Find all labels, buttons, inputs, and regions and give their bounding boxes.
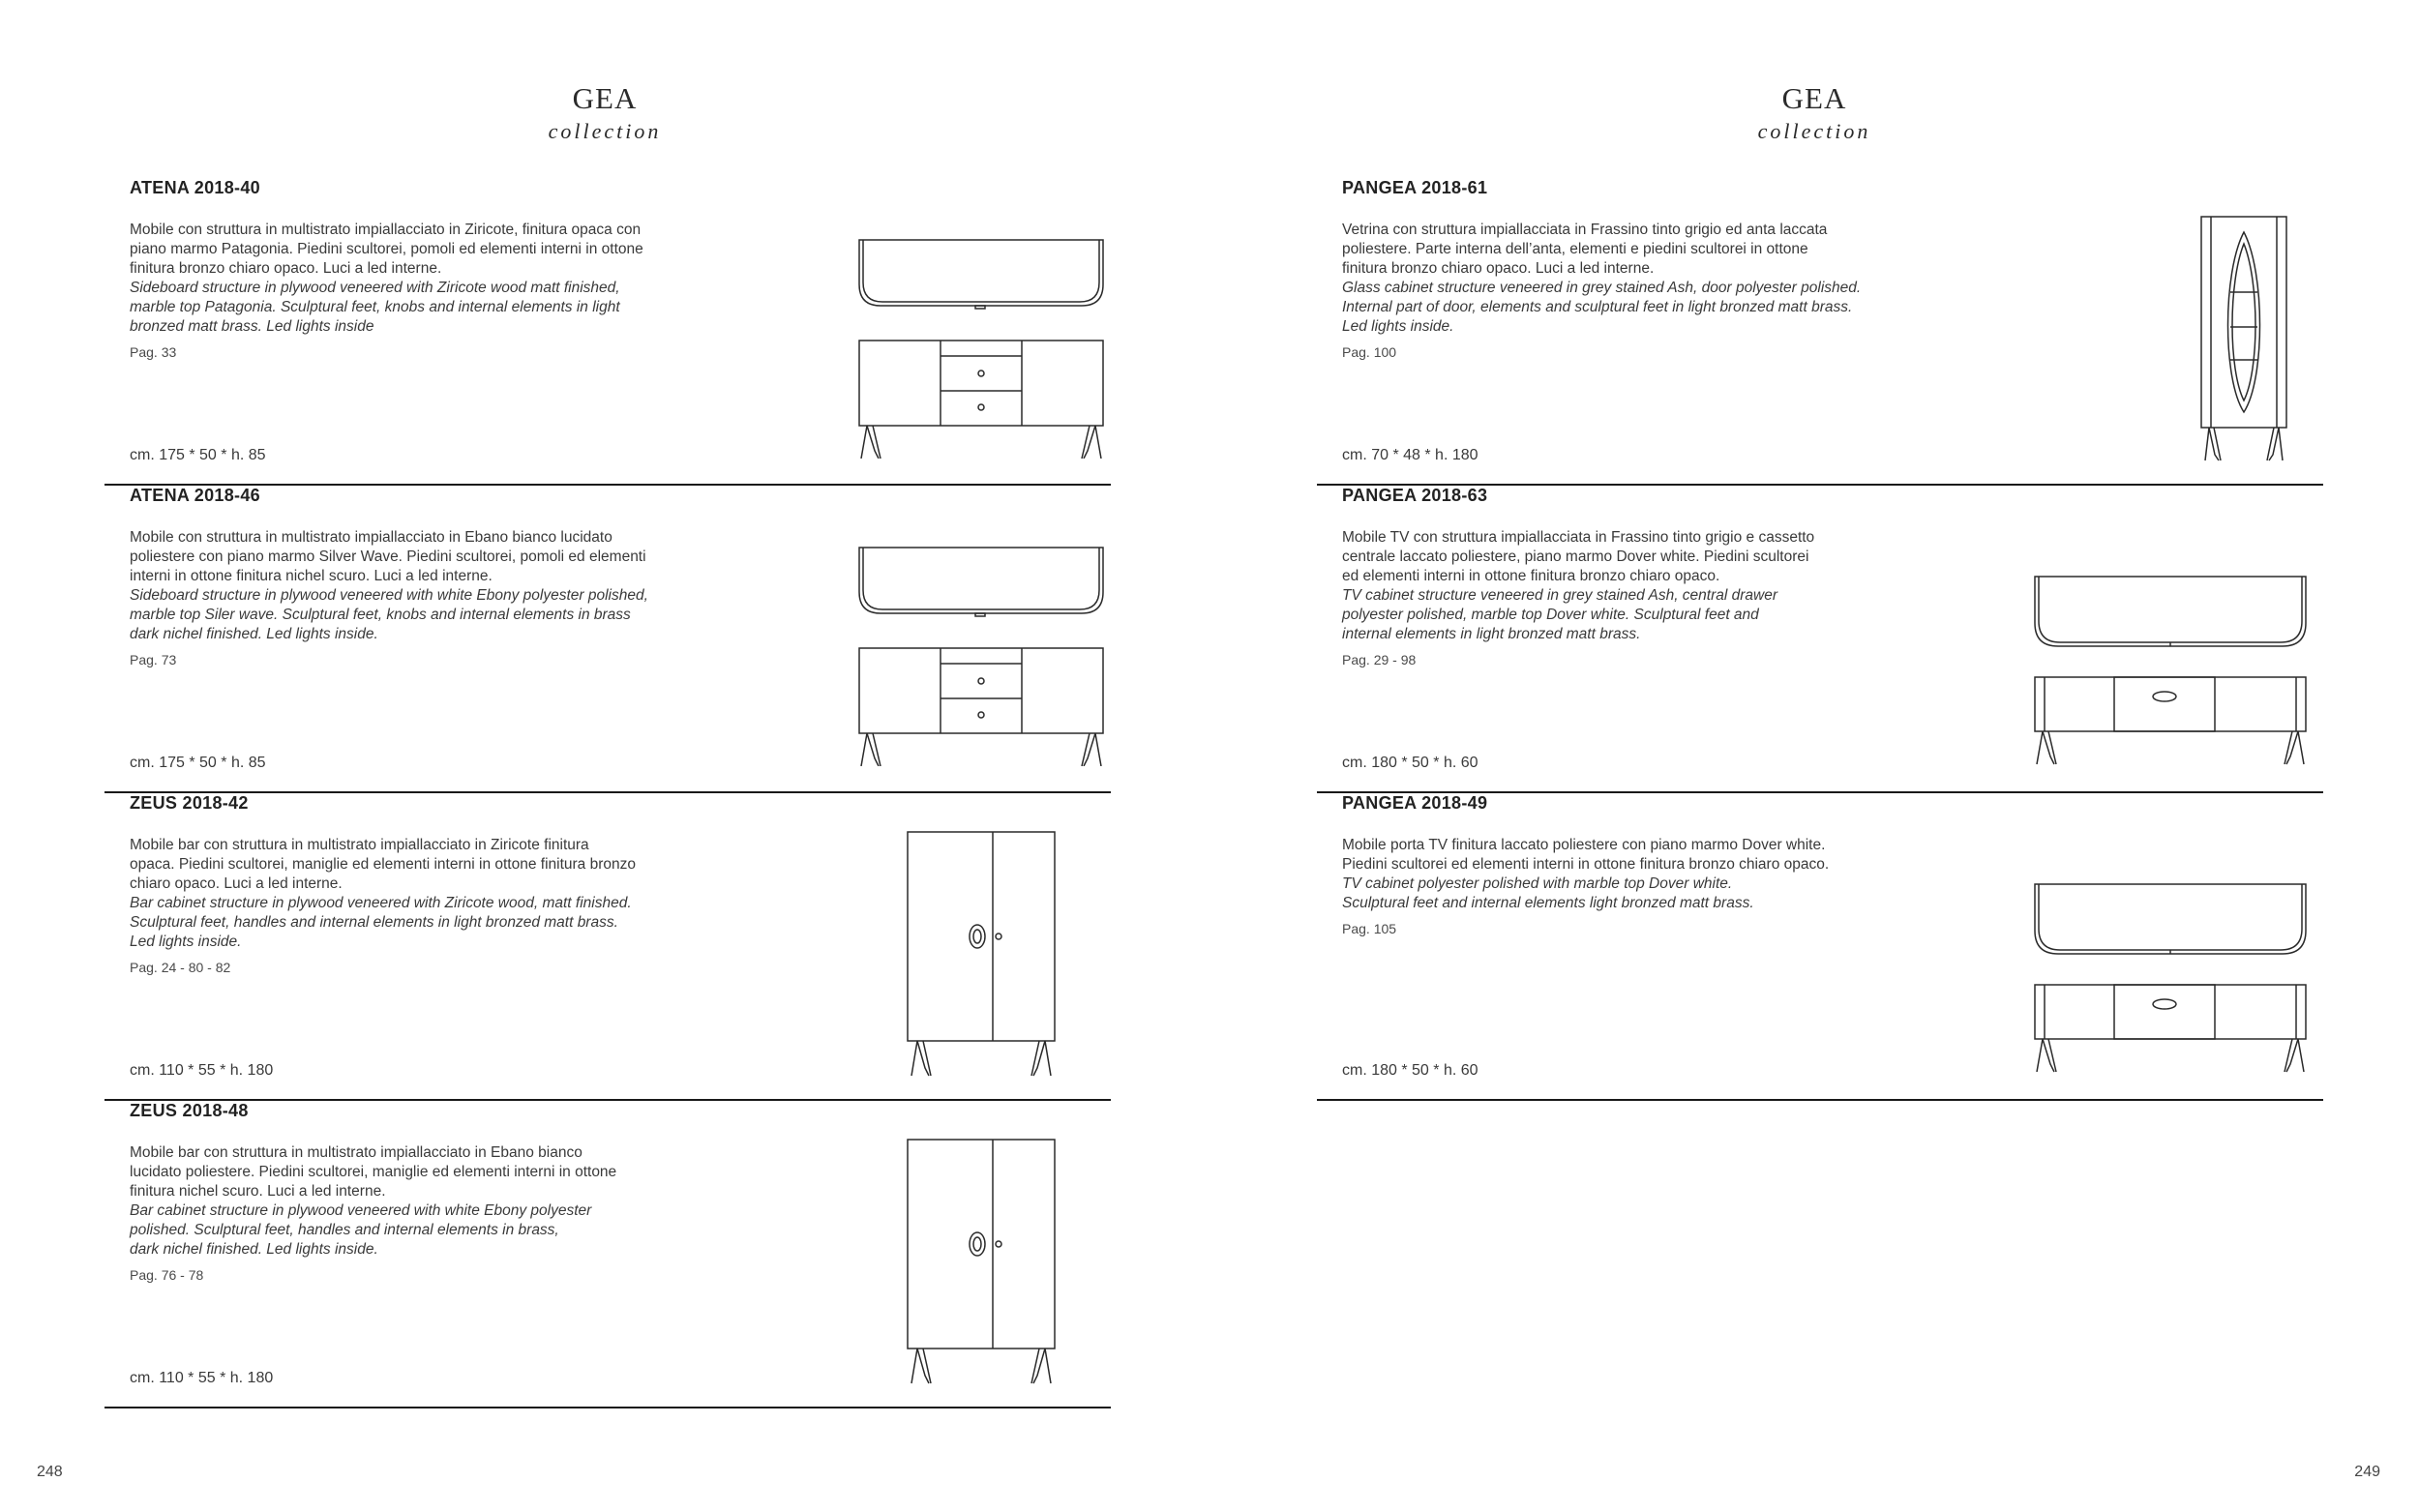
description-en-line: Led lights inside. bbox=[130, 934, 242, 950]
description-it-line: poliestere con piano marmo Silver Wave. Piedini scultorei, pomoli ed elementi bbox=[130, 548, 646, 565]
collection-title: GEA bbox=[572, 81, 638, 115]
sideboard-drawing bbox=[855, 236, 1107, 459]
description-it-line: finitura nichel scuro. Luci a led interne. bbox=[130, 1183, 386, 1200]
description-it-line: Mobile con struttura in multistrato impiallacciato in Ebano bianco lucidato bbox=[130, 529, 612, 546]
product-name: ATENA 2018-46 bbox=[130, 486, 260, 505]
product-description bbox=[130, 836, 749, 977]
description-it-line: Vetrina con struttura impiallacciata in Frassino tinto grigio ed anta laccata bbox=[1342, 222, 1828, 238]
product-name: ATENA 2018-40 bbox=[130, 178, 260, 197]
description-en-line: Sculptural feet, handles and internal elements in light bronzed matt brass. bbox=[130, 914, 618, 931]
product-name: ZEUS 2018-48 bbox=[130, 1101, 249, 1120]
collection-header bbox=[1210, 83, 2419, 144]
description-it-line: ed elementi interni in ottone finitura bronzo chiaro opaco. bbox=[1342, 568, 1720, 584]
collection-subtitle: collection bbox=[548, 119, 662, 143]
product-entry bbox=[105, 178, 1111, 486]
bar-cabinet-drawing bbox=[904, 830, 1059, 1078]
product-entry bbox=[1317, 793, 2323, 1101]
product-description bbox=[1342, 221, 1961, 362]
product-name: ZEUS 2018-42 bbox=[130, 793, 249, 813]
product-description bbox=[130, 528, 749, 669]
description-it-line: Mobile con struttura in multistrato impiallacciato in Ziricote, finitura opaca con bbox=[130, 222, 642, 238]
description-en-line: TV cabinet structure veneered in grey stained Ash, central drawer bbox=[1342, 587, 1778, 604]
page-number: 249 bbox=[2354, 1464, 2380, 1480]
description-en-line: Sideboard structure in plywood veneered with white Ebony polyester polished, bbox=[130, 587, 648, 604]
description-en-line: Sideboard structure in plywood veneered with Ziricote wood matt finished, bbox=[130, 280, 620, 296]
description-it-line: Mobile porta TV finitura laccato poliestere con piano marmo Dover white. bbox=[1342, 837, 1826, 853]
description-en-line: Internal part of door, elements and sculptural feet in light bronzed matt brass. bbox=[1342, 299, 1853, 315]
sideboard-drawing bbox=[855, 544, 1107, 766]
description-it-line: Mobile TV con struttura impiallacciata in Frassino tinto grigio e cassetto bbox=[1342, 529, 1815, 546]
page-reference: Pag. 24 - 80 - 82 bbox=[130, 960, 231, 975]
description-en-line: internal elements in light bronzed matt brass. bbox=[1342, 626, 1641, 642]
product-description bbox=[1342, 836, 1961, 938]
description-it-line: Piedini scultorei ed elementi interni in ottone finitura bronzo chiaro opaco. bbox=[1342, 856, 1830, 873]
description-en-line: Bar cabinet structure in plywood veneered with white Ebony polyester bbox=[130, 1202, 592, 1219]
product-name: PANGEA 2018-63 bbox=[1342, 486, 1488, 505]
product-dimensions: cm. 175 * 50 * h. 85 bbox=[130, 447, 266, 463]
page-number: 248 bbox=[37, 1464, 63, 1480]
description-en-line: Led lights inside. bbox=[1342, 318, 1454, 335]
glass-cabinet-drawing bbox=[2197, 215, 2290, 462]
collection-title: GEA bbox=[1781, 81, 1847, 115]
description-en-line: Glass cabinet structure veneered in grey stained Ash, door polyester polished. bbox=[1342, 280, 1862, 296]
description-en-line: bronzed matt brass. Led lights inside bbox=[130, 318, 374, 335]
bar-cabinet-drawing bbox=[904, 1138, 1059, 1385]
tv-cabinet-drawing bbox=[2031, 880, 2312, 1080]
description-it-line: poliestere. Parte interna dell’anta, elementi e piedini scultorei in ottone bbox=[1342, 241, 1808, 257]
entry-divider bbox=[1317, 1099, 2323, 1101]
description-it-line: finitura bronzo chiaro opaco. Luci a led interne. bbox=[1342, 260, 1655, 277]
product-entry bbox=[1317, 178, 2323, 486]
description-en-line: Sculptural feet and internal elements light bronzed matt brass. bbox=[1342, 895, 1754, 911]
page-reference: Pag. 33 bbox=[130, 344, 177, 360]
description-it-line: lucidato poliestere. Piedini scultorei, maniglie ed elementi interni in ottone bbox=[130, 1164, 617, 1180]
product-dimensions: cm. 175 * 50 * h. 85 bbox=[130, 755, 266, 771]
page-reference: Pag. 76 - 78 bbox=[130, 1267, 204, 1283]
product-entry bbox=[105, 486, 1111, 793]
description-it-line: chiaro opaco. Luci a led interne. bbox=[130, 875, 343, 892]
description-en-line: marble top Siler wave. Sculptural feet, knobs and internal elements in brass bbox=[130, 607, 631, 623]
entry-divider bbox=[105, 1407, 1111, 1408]
collection-header bbox=[0, 83, 1210, 144]
description-it-line: piano marmo Patagonia. Piedini scultorei, pomoli ed elementi interni in ottone bbox=[130, 241, 643, 257]
product-name: PANGEA 2018-49 bbox=[1342, 793, 1488, 813]
description-en-line: TV cabinet polyester polished with marble top Dover white. bbox=[1342, 875, 1733, 892]
description-en-line: polyester polished, marble top Dover white. Sculptural feet and bbox=[1342, 607, 1759, 623]
description-it-line: Mobile bar con struttura in multistrato impiallacciato in Ziricote finitura bbox=[130, 837, 589, 853]
collection-subtitle: collection bbox=[1757, 119, 1871, 143]
description-it-line: centrale laccato poliestere, piano marmo Dover white. Piedini scultorei bbox=[1342, 548, 1809, 565]
description-en-line: Bar cabinet structure in plywood veneered with Ziricote wood, matt finished. bbox=[130, 895, 632, 911]
description-it-line: opaca. Piedini scultorei, maniglie ed elementi interni in ottone finitura bronzo bbox=[130, 856, 636, 873]
page-reference: Pag. 100 bbox=[1342, 344, 1397, 360]
product-dimensions: cm. 180 * 50 * h. 60 bbox=[1342, 1062, 1478, 1079]
page-reference: Pag. 105 bbox=[1342, 921, 1397, 936]
product-dimensions: cm. 70 * 48 * h. 180 bbox=[1342, 447, 1478, 463]
product-dimensions: cm. 110 * 55 * h. 180 bbox=[130, 1370, 274, 1386]
description-it-line: interni in ottone finitura nichel scuro. Luci a led interne. bbox=[130, 568, 493, 584]
product-entry bbox=[105, 793, 1111, 1101]
description-en-line: marble top Patagonia. Sculptural feet, knobs and internal elements in light bbox=[130, 299, 620, 315]
product-dimensions: cm. 180 * 50 * h. 60 bbox=[1342, 755, 1478, 771]
description-it-line: Mobile bar con struttura in multistrato impiallacciato in Ebano bianco bbox=[130, 1144, 582, 1161]
description-it-line: finitura bronzo chiaro opaco. Luci a led interne. bbox=[130, 260, 442, 277]
tv-cabinet-drawing bbox=[2031, 573, 2312, 772]
product-entry bbox=[1317, 486, 2323, 793]
description-en-line: dark nichel finished. Led lights inside. bbox=[130, 1241, 378, 1258]
page-reference: Pag. 73 bbox=[130, 652, 177, 667]
product-description bbox=[130, 1143, 749, 1285]
product-name: PANGEA 2018-61 bbox=[1342, 178, 1488, 197]
page-reference: Pag. 29 - 98 bbox=[1342, 652, 1417, 667]
product-dimensions: cm. 110 * 55 * h. 180 bbox=[130, 1062, 274, 1079]
product-description bbox=[1342, 528, 1961, 669]
description-en-line: dark nichel finished. Led lights inside. bbox=[130, 626, 378, 642]
product-description bbox=[130, 221, 749, 362]
product-entry bbox=[105, 1101, 1111, 1408]
page-249 bbox=[1210, 0, 2419, 1512]
description-en-line: polished. Sculptural feet, handles and internal elements in brass, bbox=[130, 1222, 559, 1238]
